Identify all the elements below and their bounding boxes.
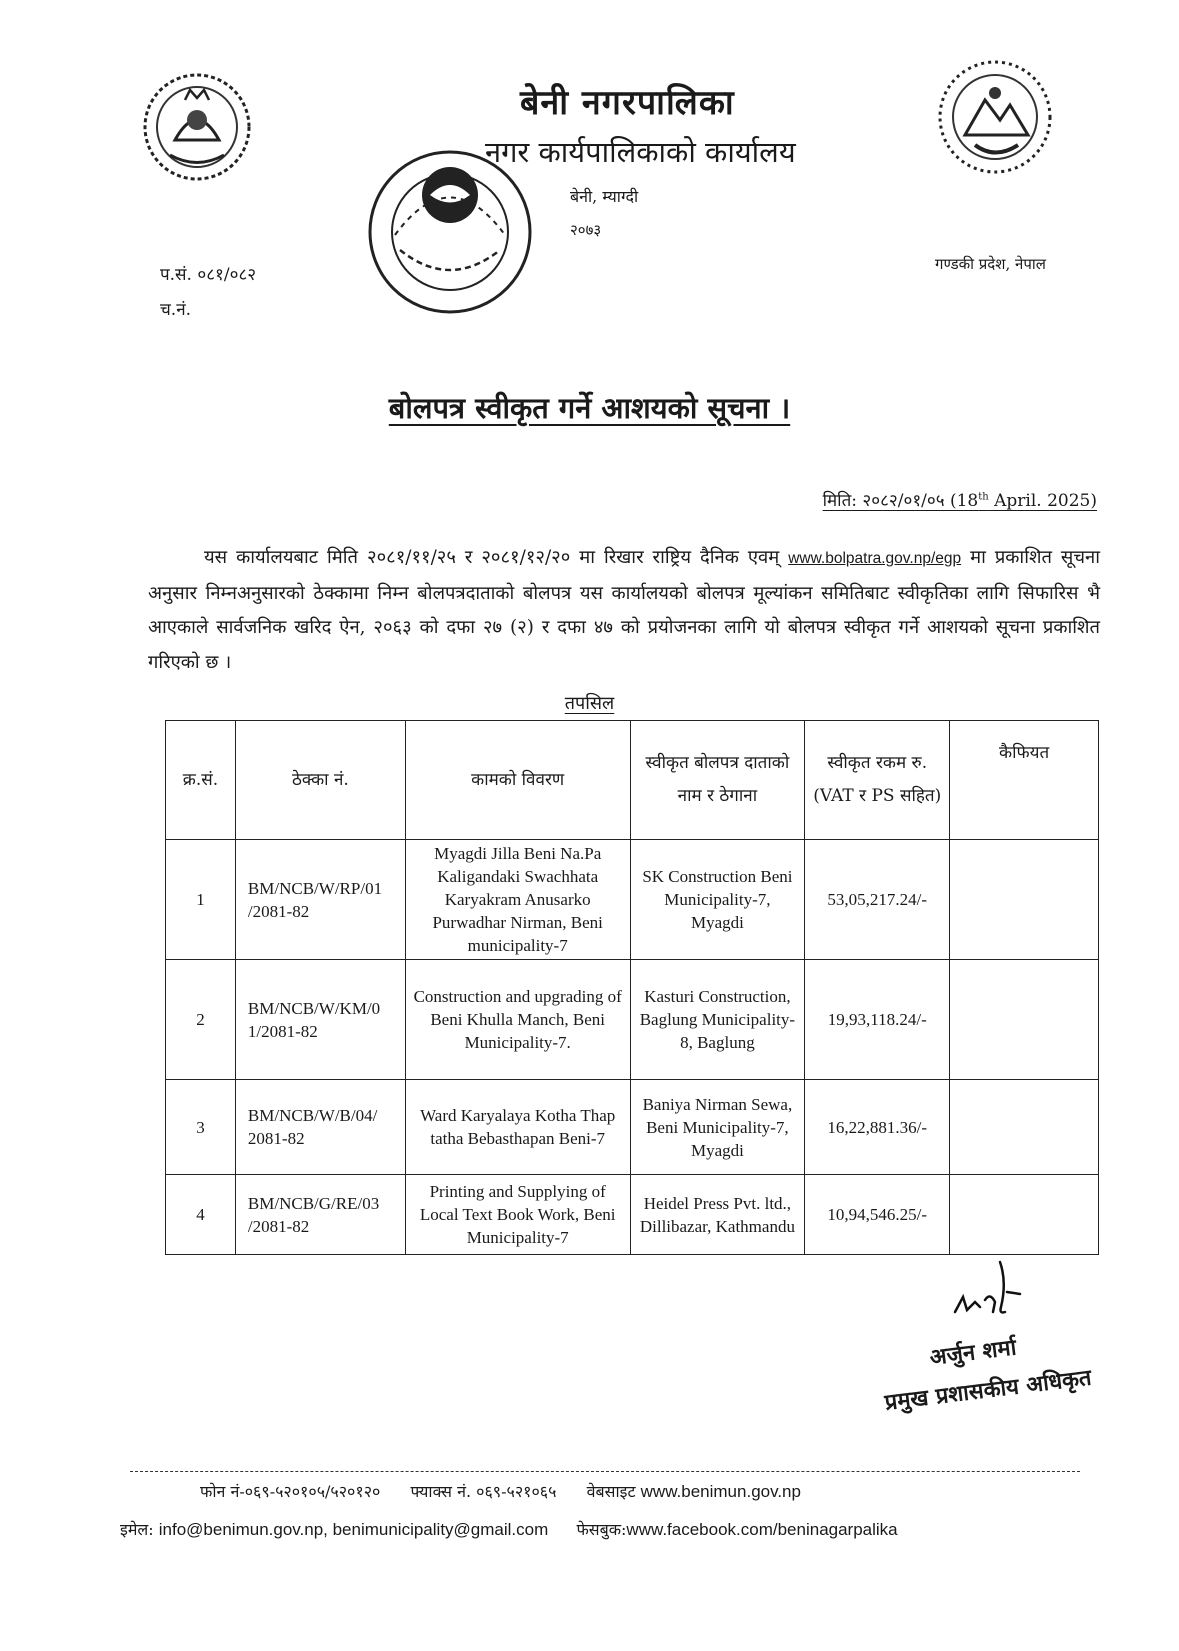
footer-website-label: वेबसाइट (586, 1482, 636, 1501)
cell-remarks (950, 1080, 1099, 1175)
cell-description: Printing and Supplying of Local Text Book Work, Beni Municipality-7 (405, 1175, 630, 1255)
notice-title: बोलपत्र स्वीकृत गर्ने आशयको सूचना । (388, 391, 791, 425)
footer-facebook-label: फेसबुक: (576, 1520, 627, 1539)
footer-website-link[interactable]: www.benimun.gov.np (640, 1482, 801, 1501)
cell-amount: 53,05,217.24/- (805, 840, 950, 960)
cell-bidder: SK Construction Beni Municipality-7, Myagdi (630, 840, 805, 960)
cell-contract-no: BM/NCB/W/B/04/ 2081-82 (235, 1080, 405, 1175)
cell-sn: 4 (166, 1175, 236, 1255)
cell-sn: 1 (166, 840, 236, 960)
schedule-label: तपसिल (564, 693, 615, 714)
bolpatra-link[interactable]: www.bolpatra.gov.np/egp (788, 550, 962, 567)
cell-sn: 2 (166, 960, 236, 1080)
cell-remarks (950, 1175, 1099, 1255)
cell-amount: 10,94,546.25/- (805, 1175, 950, 1255)
footer-fax: फ्याक्स नं. ०६९-५२१०६५ (410, 1482, 557, 1501)
province-emblem-icon (930, 55, 1060, 180)
signatory-title: प्रमुख प्रशासकीय अधिकृत (883, 1364, 1093, 1416)
footer-divider (130, 1471, 1080, 1472)
cell-remarks (950, 840, 1099, 960)
reference-number: प.सं. ०८१/०८२ (160, 265, 257, 285)
cell-description: Construction and upgrading of Beni Khulla Manch, Beni Municipality-7. (405, 960, 630, 1080)
cell-amount: 19,93,118.24/- (805, 960, 950, 1080)
footer-email-link[interactable]: info@benimun.gov.np, benimunicipality@gmail.com (158, 1520, 549, 1539)
signature-icon (945, 1252, 1035, 1332)
office-name: नगर कार्यपालिकाको कार्यालय (485, 135, 796, 169)
notice-date: मिति: २०८२/०१/०५ (18th April. 2025) (822, 491, 1097, 511)
cell-contract-no: BM/NCB/W/KM/0 1/2081-82 (235, 960, 405, 1080)
cell-remarks (950, 960, 1099, 1080)
cell-contract-no: BM/NCB/W/RP/01 /2081-82 (235, 840, 405, 960)
table-row (166, 840, 1099, 960)
nepal-emblem-icon (140, 70, 255, 185)
cell-contract-no: BM/NCB/G/RE/03 /2081-82 (235, 1175, 405, 1255)
table-row (166, 1080, 1099, 1175)
cell-description: Myagdi Jilla Beni Na.Pa Kaligandaki Swachhata Karyakram Anusarko Purwadhar Nirman, Beni municipality-7 (405, 840, 630, 960)
cell-description: Ward Karyalaya Kotha Thap tatha Bebasthapan Beni-7 (405, 1080, 630, 1175)
table-row (166, 960, 1099, 1080)
dispatch-number: च.नं. (160, 300, 192, 320)
cell-amount: 16,22,881.36/- (805, 1080, 950, 1175)
office-location: बेनी, म्याग्दी (570, 187, 639, 206)
footer-contact (200, 1480, 801, 1502)
established-year: २०७३ (570, 221, 602, 239)
header-contract-no: ठेक्का नं. (235, 721, 405, 840)
footer-email-label: इमेल: (120, 1520, 154, 1539)
cell-bidder: Kasturi Construction, Baglung Municipality-8, Baglung (630, 960, 805, 1080)
cell-bidder: Heidel Press Pvt. ltd., Dillibazar, Kathmandu (630, 1175, 805, 1255)
header-remarks: कैफियत (950, 721, 1099, 840)
signatory-name: अर्जुन शर्मा (928, 1334, 1018, 1371)
footer-phone: फोन नं-०६९-५२०१०५/५२०१२० (200, 1482, 381, 1501)
bid-acceptance-table (165, 720, 1099, 1255)
header-description: कामको विवरण (405, 721, 630, 840)
footer-facebook-link[interactable]: www.facebook.com/beninagarpalika (626, 1520, 898, 1539)
org-name: बेनी नगरपालिका (520, 83, 735, 123)
table-header-row (166, 721, 1099, 840)
header-sn: क्र.सं. (166, 721, 236, 840)
table-row (166, 1175, 1099, 1255)
header-amount: स्वीकृत रकम रु. (VAT र PS सहित) (805, 721, 950, 840)
footer-online (120, 1518, 898, 1540)
notice-body: यस कार्यालयबाट मिति २०८१/११/२५ र २०८१/१२/२० मा रिखार राष्ट्रिय दैनिक एवम् www.bolpatra.gov.np/egp मा प्रकाशित सूचना अनुसार निम्नअनुसारको ठेक्कामा निम्न बोलपत्रदाताको बोलपत्र यस कार्यालयको बोलपत्र मूल्यांकन समितिबाट स्वीकृतिका लागि सिफारिस भै आएकाले सार्वजनिक खरिद ऐन, २०६३ को दफा २७ (२) र दफा ४७ को प्रयोजनका लागि यो बोलपत्र स्वीकृत गर्ने आशयको सूचना प्रकाशित गरिएको छ । (148, 547, 1100, 673)
province-label: गण्डकी प्रदेश, नेपाल (935, 255, 1046, 273)
cell-sn: 3 (166, 1080, 236, 1175)
cell-bidder: Baniya Nirman Sewa, Beni Municipality-7, Myagdi (630, 1080, 805, 1175)
header-bidder: स्वीकृत बोलपत्र दाताको नाम र ठेगाना (630, 721, 805, 840)
